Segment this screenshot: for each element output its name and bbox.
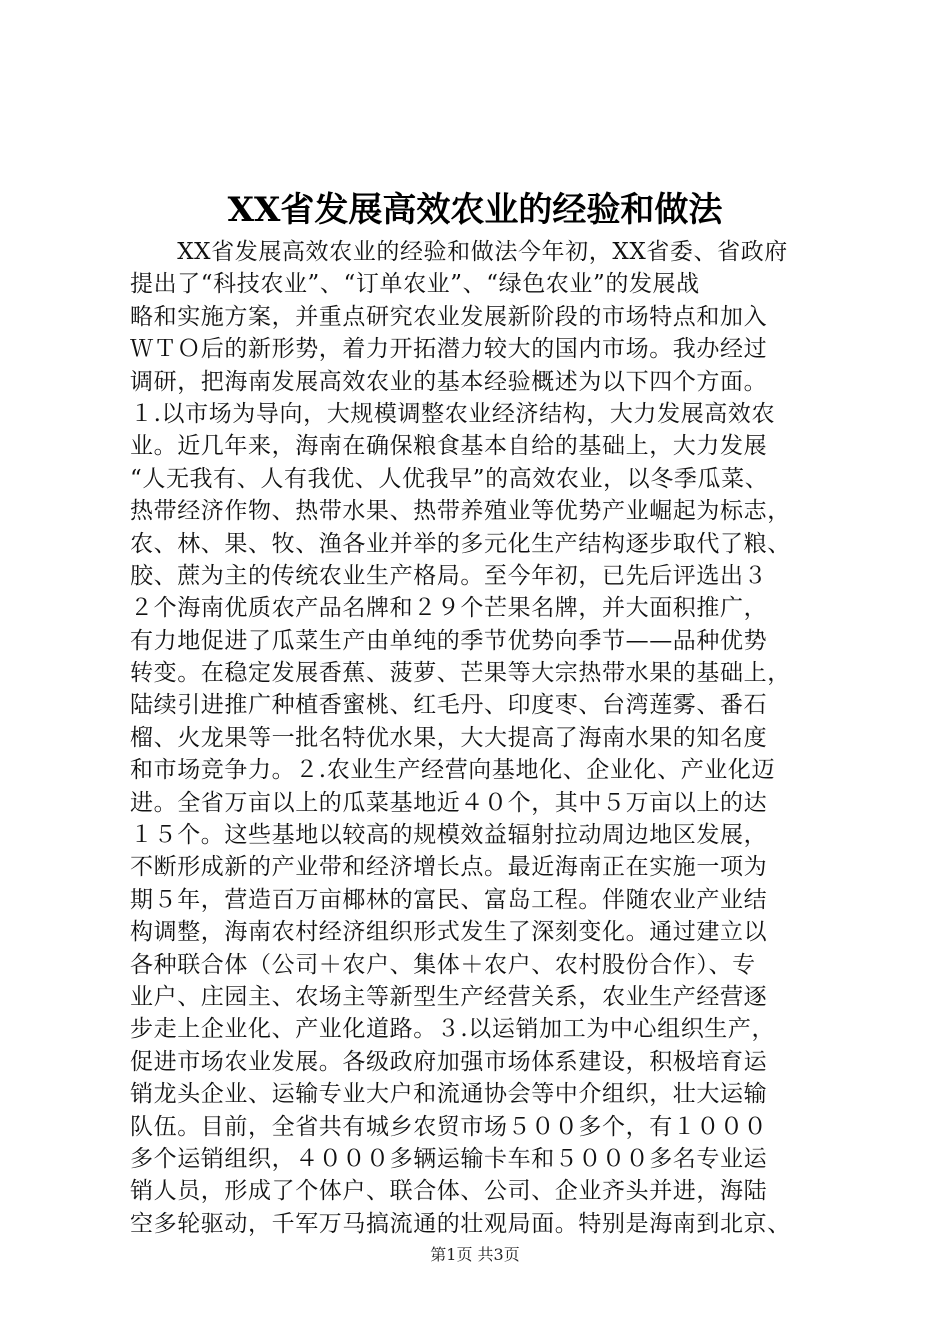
body-line: 农、林、果、牧、渔各业并举的多元化生产结构逐步取代了粮、 [130,530,791,557]
body-line: “人无我有、人有我优、人优我早”的高效农业，以冬季瓜菜、 [130,465,769,492]
body-paragraph [130,236,830,1240]
body-line: 进。全省万亩以上的瓜菜基地近４０个，其中５万亩以上的达 [130,789,768,816]
body-line: 提出了“科技农业”、“订单农业”、“绿色农业”的发展战 [130,271,700,298]
body-line: 榴、火龙果等一批名特优水果，大大提高了海南水果的知名度 [130,724,768,751]
body-line: ＷＴＯ后的新形势，着力开拓潜力较大的国内市场。我办经过 [130,336,768,363]
body-line: 构调整，海南农村经济组织形式发生了深刻变化。通过建立以 [130,919,768,946]
body-line: ２个海南优质农产品名牌和２９个芒果名牌，并大面积推广， [130,595,768,622]
body-line: 销龙头企业、运输专业大户和流通协会等中介组织，壮大运输 [130,1081,768,1108]
body-line: １５个。这些基地以较高的规模效益辐射拉动周边地区发展， [130,822,768,849]
body-line: 各种联合体（公司＋农户、集体＋农户、农村股份合作）、专 [130,951,756,978]
body-line: 步走上企业化、产业化道路。３.以运销加工为中心组织生产， [130,1016,776,1043]
body-line: 业。近几年来，海南在确保粮食基本自给的基础上，大力发展 [130,433,768,460]
body-line: 不断形成新的产业带和经济增长点。最近海南正在实施一项为 [130,854,768,881]
body-line: 陆续引进推广种植香蜜桃、红毛丹、印度枣、台湾莲雾、番石 [130,692,768,719]
body-line: 促进市场农业发展。各级政府加强市场体系建设，积极培育运 [130,1048,768,1075]
body-line: 业户、庄园主、农场主等新型生产经营关系，农业生产经营逐 [130,983,768,1010]
body-line: 期５年，营造百万亩椰林的富民、富岛工程。伴随农业产业结 [130,886,768,913]
body-line: 有力地促进了瓜菜生产由单纯的季节优势向季节——品种优势 [130,627,768,654]
body-line: 队伍。目前，全省共有城乡农贸市场５００多个，有１０００ [130,1113,768,1140]
body-line: 调研，把海南发展高效农业的基本经验概述为以下四个方面。 [130,368,768,395]
body-line: 略和实施方案，并重点研究农业发展新阶段的市场特点和加入 [130,303,768,330]
page-footer: 第1页 共3页 [430,1245,520,1264]
body-line: XX省发展高效农业的经验和做法今年初，XX省委、省政府 [130,239,788,265]
body-line: １.以市场为导向，大规模调整农业经济结构，大力发展高效农 [130,400,776,427]
page-title: XX省发展高效农业的经验和做法 [227,190,723,230]
body-line: 胶、蔗为主的传统农业生产格局。至今年初，已先后评选出３ [130,562,768,589]
body-line: 空多轮驱动，千军万马搞流通的壮观局面。特别是海南到北京、 [130,1210,791,1237]
body-line: 销人员，形成了个体户、联合体、公司、企业齐头并进，海陆 [130,1178,768,1205]
body-line: 热带经济作物、热带水果、热带养殖业等优势产业崛起为标志， [130,498,791,525]
body-line: 和市场竞争力。２.农业生产经营向基地化、企业化、产业化迈 [130,757,776,784]
body-line: 转变。在稳定发展香蕉、菠萝、芒果等大宗热带水果的基础上， [130,660,791,687]
body-line: 多个运销组织，４０００多辆运输卡车和５０００多名专业运 [130,1145,768,1172]
